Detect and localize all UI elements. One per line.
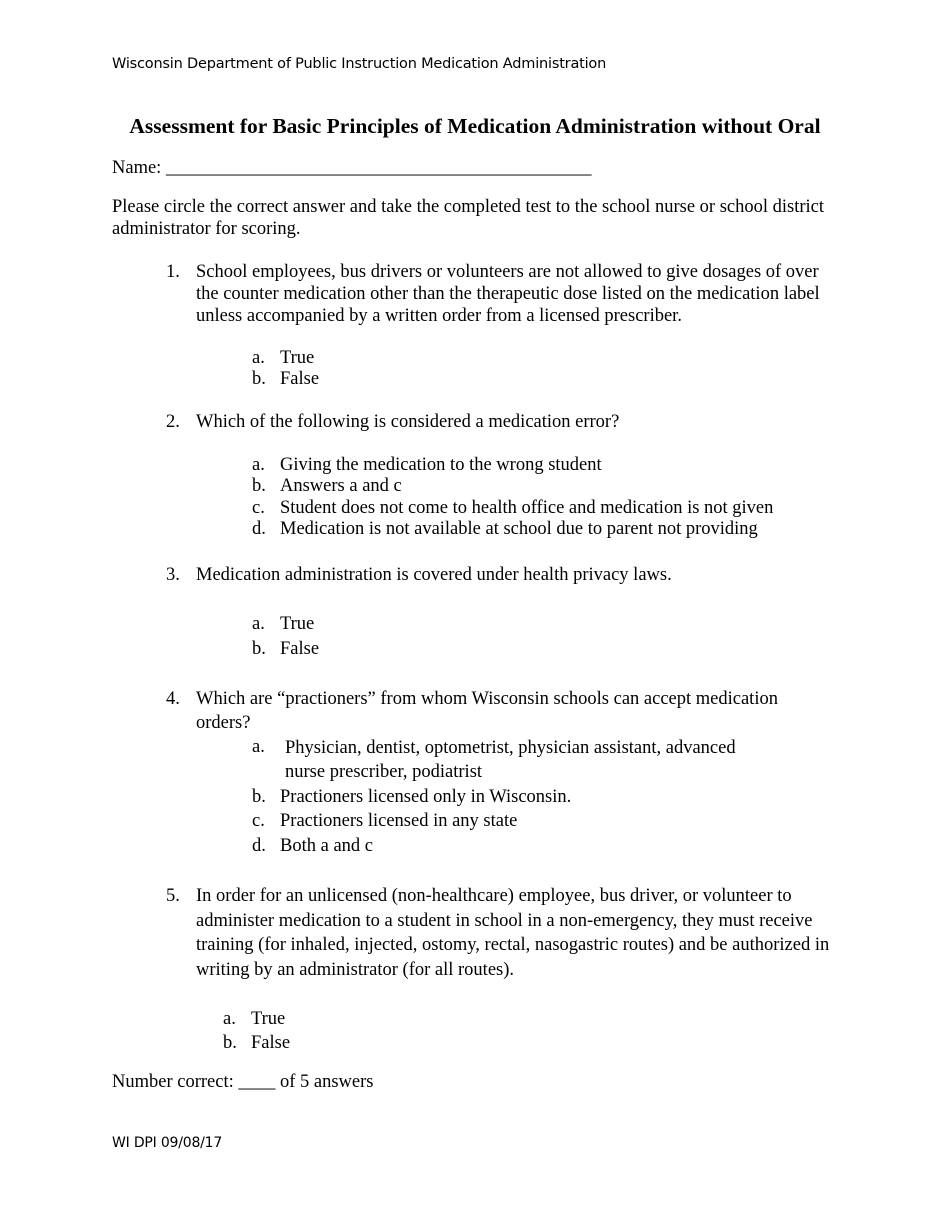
- option-text: Practioners licensed in any state: [280, 811, 518, 831]
- question-text: In order for an unlicensed (non-healthcare) employee, bus driver, or volunteer to administer medication to a student in school in a non-emergency, they must receive training (for inhaled, injected, ostomy, rectal, nasogastric routes) and be authorized in writing by an administrator (for all routes).: [196, 886, 830, 981]
- option-text: Student does not come to health office and medication is not given: [280, 498, 774, 518]
- option-4c: [252, 810, 517, 832]
- option-letter: a.: [223, 1009, 236, 1029]
- option-2d: [252, 518, 758, 540]
- option-text: True: [280, 348, 315, 368]
- option-letter: d.: [252, 836, 266, 856]
- score-blank: ____: [238, 1072, 276, 1092]
- option-letter: b.: [252, 476, 266, 496]
- option-letter: a.: [252, 348, 265, 368]
- question-1: [166, 261, 831, 327]
- score-line: [112, 1071, 374, 1093]
- question-text: Which of the following is considered a medication error?: [196, 412, 620, 432]
- question-3: [166, 564, 831, 586]
- option-3a: [252, 613, 314, 635]
- score-label: Number correct:: [112, 1072, 234, 1092]
- option-1b: [252, 368, 319, 390]
- question-number: 1.: [166, 262, 180, 282]
- question-text: Which are “practioners” from whom Wisconsin schools can accept medication orders?: [196, 689, 778, 733]
- name-label: Name:: [112, 158, 162, 178]
- name-line: [112, 157, 591, 179]
- option-2b: [252, 475, 402, 497]
- option-4b: [252, 786, 571, 808]
- option-2a: [252, 454, 602, 476]
- question-number: 2.: [166, 412, 180, 432]
- option-letter: a.: [252, 455, 265, 475]
- option-5a: [223, 1008, 285, 1030]
- score-suffix: of 5 answers: [279, 1072, 374, 1092]
- page-header: Wisconsin Department of Public Instruction Medication Administration: [112, 56, 607, 72]
- option-text: Giving the medication to the wrong student: [280, 455, 602, 475]
- option-4d: [252, 835, 373, 857]
- option-text: Practioners licensed only in Wisconsin.: [280, 787, 572, 807]
- option-letter: c.: [252, 811, 265, 831]
- option-letter: b.: [252, 787, 266, 807]
- option-text: False: [280, 369, 320, 389]
- option-letter: a.: [252, 614, 265, 634]
- option-letter: d.: [252, 519, 266, 539]
- question-5: [166, 884, 831, 983]
- question-text: Medication administration is covered under health privacy laws.: [196, 565, 672, 585]
- option-letter: b.: [252, 369, 266, 389]
- question-number: 5.: [166, 886, 180, 906]
- page-footer: WI DPI 09/08/17: [112, 1135, 223, 1151]
- page-title: Assessment for Basic Principles of Medication Administration without Oral: [129, 114, 821, 138]
- option-text: False: [251, 1033, 291, 1053]
- option-text: True: [251, 1009, 286, 1029]
- option-letter: b.: [223, 1033, 237, 1053]
- option-1a: [252, 347, 314, 369]
- option-3b: [252, 638, 319, 660]
- option-text: False: [280, 639, 320, 659]
- question-2: [166, 411, 831, 433]
- name-blank: ______________________________________________: [165, 158, 592, 178]
- option-5b: [223, 1032, 290, 1054]
- question-text: School employees, bus drivers or volunteers are not allowed to give dosages of over the counter medication other than the therapeutic dose listed on the medication label unless accompanied by a written order from a licensed prescriber.: [196, 262, 820, 326]
- question-number: 3.: [166, 565, 180, 585]
- option-letter: c.: [252, 498, 265, 518]
- instructions: Please circle the correct answer and take the completed test to the school nurse or school district administrator for scoring.: [112, 197, 824, 239]
- option-text: Answers a and c: [280, 476, 402, 496]
- option-4a: [252, 736, 772, 784]
- option-2c: [252, 497, 773, 519]
- option-letter: b.: [252, 639, 266, 659]
- question-number: 4.: [166, 689, 180, 709]
- option-text: Medication is not available at school due to parent not providing: [280, 519, 758, 539]
- question-4: [166, 687, 831, 735]
- option-text: Both a and c: [280, 836, 373, 856]
- option-text: Physician, dentist, optometrist, physician assistant, advanced nurse prescriber, podiatrist: [285, 738, 736, 782]
- option-letter: a.: [252, 737, 265, 757]
- option-text: True: [280, 614, 315, 634]
